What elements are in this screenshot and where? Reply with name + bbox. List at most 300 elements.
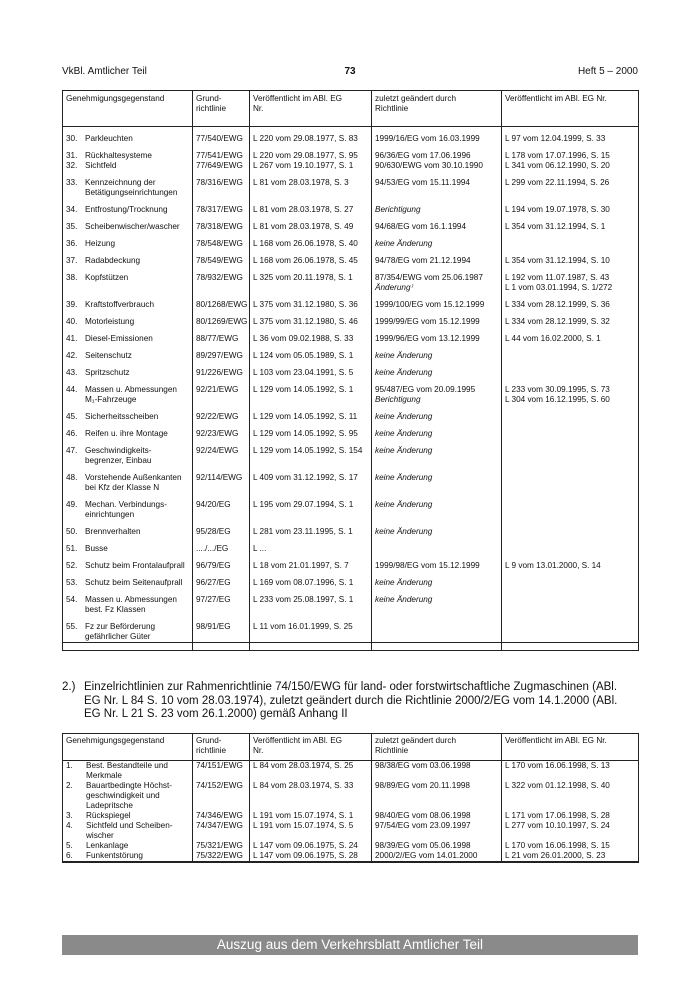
- col-subject-header: Genehmigungsgegenstand: [63, 91, 193, 127]
- table-row: [63, 527, 639, 537]
- spacer-cell: [250, 361, 372, 368]
- amended-cell: [372, 622, 502, 643]
- amended-cell: [372, 134, 502, 144]
- row-spacer: [63, 643, 639, 651]
- subject-cell: [63, 134, 193, 144]
- table-row: [63, 500, 639, 520]
- spacer-cell: [193, 378, 250, 385]
- subject-cell: [63, 239, 193, 249]
- directive-cell: 74/152/EWG: [193, 781, 250, 811]
- spacer-cell: [502, 361, 639, 368]
- spacer-cell: [193, 310, 250, 317]
- item-label: Kennzeichnung der Betätigungseinrichtungen: [85, 178, 178, 197]
- subject-cell: [63, 500, 193, 520]
- amended-text: keine Änderung: [375, 446, 433, 455]
- amended-published-cell: L 277 vom 10.10.1997, S. 24: [502, 821, 639, 841]
- spacer-cell: [250, 439, 372, 446]
- spacer-cell: [372, 554, 502, 561]
- table-row: [63, 256, 639, 266]
- section-2-number: 2.): [62, 681, 76, 693]
- amended-text: keine Änderung: [375, 473, 433, 482]
- directive-cell: 97/27/EG: [193, 595, 250, 615]
- amended-text: 1999/98/EG vom 15.12.1999: [375, 561, 480, 570]
- subject-cell: [63, 561, 193, 571]
- subject-entry: [66, 368, 189, 378]
- row-spacer: [63, 520, 639, 527]
- directive-cell: 98/91/EG: [193, 622, 250, 643]
- subject-entry: [66, 317, 189, 327]
- spacer-cell: [502, 127, 639, 135]
- spacer-cell: [502, 571, 639, 578]
- spacer-cell: [502, 862, 639, 863]
- amended-text: 98/39/EG vom 05.06.1998: [375, 841, 471, 850]
- directive-cell: 78/548/EWG: [193, 239, 250, 249]
- amended-cell: [372, 595, 502, 615]
- spacer-cell: [372, 310, 502, 317]
- item-number: 38.: [66, 273, 78, 282]
- amended-text: keine Änderung: [375, 412, 433, 421]
- table-row: [63, 622, 639, 643]
- item-number: 43.: [66, 368, 78, 377]
- spacer-cell: [250, 571, 372, 578]
- spacer-cell: [63, 249, 193, 256]
- amended-cell: [372, 851, 502, 862]
- item-label: Fz zur Beförderung gefährlicher Güter: [85, 622, 156, 641]
- spacer-cell: [250, 588, 372, 595]
- table-row: [63, 821, 639, 841]
- amended-published-cell: [502, 412, 639, 422]
- col-amended-header: zuletzt geändert durch Richtlinie: [372, 734, 502, 761]
- spacer-cell: [193, 405, 250, 412]
- subject-entry: [66, 500, 189, 520]
- directive-cell: 80/1268/EWG: [193, 300, 250, 310]
- published-cell: L 169 vom 08.07.1996, S. 1: [250, 578, 372, 588]
- section-2-text: Einzelrichtlinien zur Rahmenrichtlinie 74/150/EWG für land- oder forstwirtschaftliche Zugmaschinen (ABl. EG Nr. L 84 S. 10 vom 28.03.1974), zuletzt geändert durch die Richtlinie 2000/2/EG vom 14.1.2000 (ABl. EG Nr. L 21 S. 23 vom 26.1.2000) gemäß Anhang II: [84, 681, 618, 720]
- spacer-cell: [502, 344, 639, 351]
- directive-cell: 78/318/EWG: [193, 222, 250, 232]
- published-cell: L 191 vom 15.07.1974, S. 1: [250, 811, 372, 821]
- amended-cell: [372, 821, 502, 841]
- amended-cell: [372, 446, 502, 466]
- row-spacer: [63, 422, 639, 429]
- spacer-cell: [193, 344, 250, 351]
- spacer-cell: [63, 327, 193, 334]
- subject-cell: [63, 527, 193, 537]
- published-cell: L 233 vom 25.08.1997, S. 1: [250, 595, 372, 615]
- amended-published-cell: [502, 239, 639, 249]
- amended-cell: [372, 561, 502, 571]
- subject-cell: [63, 578, 193, 588]
- published-cell: L 129 vom 14.05.1992, S. 1: [250, 385, 372, 405]
- published-cell: L 409 vom 31.12.1992, S. 17: [250, 473, 372, 493]
- item-number: 41.: [66, 334, 78, 343]
- amended-cell: [372, 256, 502, 266]
- published-cell: L 147 vom 09.06.1975, S. 24: [250, 841, 372, 851]
- row-spacer: [63, 439, 639, 446]
- table-row: [63, 351, 639, 361]
- published-cell: L 220 vom 29.08.1977, S. 83: [250, 134, 372, 144]
- published-cell: L 281 vom 23.11.1995, S. 1: [250, 527, 372, 537]
- table-row: [63, 781, 639, 811]
- amended-note: Berichtigung: [375, 395, 421, 404]
- published-cell: L 168 vom 26.06.1978, S. 40: [250, 239, 372, 249]
- table-row: [63, 841, 639, 851]
- subject-entry: [66, 334, 189, 344]
- col-amended-published-header: Veröffentlicht im ABl. EG Nr.: [502, 734, 639, 761]
- subject-cell: [63, 761, 193, 781]
- spacer-cell: [372, 615, 502, 622]
- amended-cell: [372, 544, 502, 554]
- item-label: Entfrostung/Trocknung: [85, 205, 168, 214]
- spacer-cell: [372, 643, 502, 651]
- spacer-cell: [193, 232, 250, 239]
- table-row: [63, 473, 639, 493]
- amended-cell: [372, 473, 502, 493]
- amended-cell: [372, 178, 502, 198]
- spacer-cell: [250, 615, 372, 622]
- spacer-cell: [63, 439, 193, 446]
- amended-cell: [372, 578, 502, 588]
- table-row: [63, 561, 639, 571]
- subject-entry: [66, 446, 189, 466]
- subject-cell: [63, 446, 193, 466]
- published-cell: L 129 vom 14.05.1992, S. 154: [250, 446, 372, 466]
- published-cell: L 18 vom 21.01.1997, S. 7: [250, 561, 372, 571]
- spacer-cell: [502, 293, 639, 300]
- published-cell: L 147 vom 09.06.1975, S. 28: [250, 851, 372, 862]
- item-label: Massen u. Abmessungen best. Fz Klassen: [85, 595, 177, 614]
- amended-cell: [372, 222, 502, 232]
- amended-cell: [372, 273, 502, 293]
- published-cell: L 11 vom 16.01.1999, S. 25: [250, 622, 372, 643]
- spacer-cell: [372, 198, 502, 205]
- subject-entry: [66, 205, 189, 215]
- subject-entry: [66, 821, 189, 841]
- spacer-cell: [502, 232, 639, 239]
- spacer-cell: [502, 493, 639, 500]
- row-spacer: [63, 266, 639, 273]
- item-label: Massen u. Abmessungen M₁-Fahrzeuge: [85, 385, 177, 404]
- journal-name: VkBl. Amtlicher Teil: [62, 66, 147, 77]
- amended-text: 1999/100/EG vom 15.12.1999: [375, 300, 485, 309]
- directive-cell: 92/114/EWG: [193, 473, 250, 493]
- spacer-cell: [193, 266, 250, 273]
- amended-published-cell: [502, 473, 639, 493]
- spacer-cell: [250, 127, 372, 135]
- spacer-cell: [250, 537, 372, 544]
- spacer-cell: [193, 198, 250, 205]
- spacer-cell: [193, 537, 250, 544]
- amended-text: 94/53/EG vom 15.11.1994: [375, 178, 470, 187]
- table-row: [63, 544, 639, 554]
- row-spacer: [63, 361, 639, 368]
- amended-text: 98/40/EG vom 08.06.1998: [375, 811, 471, 820]
- spacer-cell: [372, 466, 502, 473]
- table-row: [63, 222, 639, 232]
- table-header-row: [63, 734, 639, 761]
- spacer-cell: [372, 571, 502, 578]
- row-spacer: [63, 554, 639, 561]
- spacer-cell: [250, 232, 372, 239]
- row-spacer: [63, 310, 639, 317]
- subject-entry: [66, 256, 189, 266]
- spacer-cell: [193, 554, 250, 561]
- amended-cell: [372, 317, 502, 327]
- directive-cell: 80/1269/EWG: [193, 317, 250, 327]
- spacer-cell: [502, 439, 639, 446]
- published-cell: L 220 vom 29.08.1977, S. 95 L 267 vom 19.10.1977, S. 1: [250, 151, 372, 171]
- spacer-cell: [193, 439, 250, 446]
- spacer-cell: [372, 537, 502, 544]
- row-spacer: [63, 327, 639, 334]
- spacer-cell: [193, 466, 250, 473]
- row-spacer: [63, 493, 639, 500]
- directive-cell: 78/549/EWG: [193, 256, 250, 266]
- directive-cell: 78/317/EWG: [193, 205, 250, 215]
- published-cell: L ...: [250, 544, 372, 554]
- item-number: 39.: [66, 300, 78, 309]
- spacer-cell: [63, 493, 193, 500]
- spacer-cell: [250, 554, 372, 561]
- amended-text: 98/89/EG vom 20.11.1998: [375, 781, 470, 790]
- spacer-cell: [250, 344, 372, 351]
- row-spacer: [63, 571, 639, 578]
- subject-cell: [63, 300, 193, 310]
- directive-cell: 92/22/EWG: [193, 412, 250, 422]
- spacer-cell: [372, 588, 502, 595]
- item-label: Bauartbedingte Höchst- geschwindigkeit und Ladepritsche: [86, 781, 173, 810]
- subject-cell: [63, 781, 193, 811]
- spacer-cell: [502, 405, 639, 412]
- directive-cell: 89/297/EWG: [193, 351, 250, 361]
- table-row: [63, 385, 639, 405]
- amended-text: keine Änderung: [375, 578, 433, 587]
- spacer-cell: [250, 198, 372, 205]
- published-cell: L 195 vom 29.07.1994, S. 1: [250, 500, 372, 520]
- row-spacer: [63, 405, 639, 412]
- spacer-cell: [250, 266, 372, 273]
- table-row: [63, 151, 639, 171]
- amended-cell: [372, 841, 502, 851]
- item-number: 53.: [66, 578, 78, 587]
- item-label: Scheibenwischer/wascher: [85, 222, 180, 231]
- col-published-header: Veröffentlicht im ABl. EG Nr.: [250, 734, 372, 761]
- published-cell: L 103 vom 23.04.1991, S. 5: [250, 368, 372, 378]
- item-number: 33.: [66, 178, 78, 187]
- amended-published-cell: [502, 368, 639, 378]
- spacer-cell: [63, 127, 193, 135]
- row-spacer: [63, 378, 639, 385]
- issue-label: Heft 5 – 2000: [577, 66, 638, 77]
- item-number: 34.: [66, 205, 78, 214]
- subject-entry: [66, 222, 189, 232]
- subject-cell: [63, 368, 193, 378]
- directive-cell: 96/27/EG: [193, 578, 250, 588]
- spacer-cell: [250, 493, 372, 500]
- spacer-cell: [63, 588, 193, 595]
- amended-published-cell: L 322 vom 01.12.1998, S. 40: [502, 781, 639, 811]
- table-row: [63, 239, 639, 249]
- table-row: [63, 300, 639, 310]
- spacer-cell: [372, 215, 502, 222]
- spacer-cell: [372, 344, 502, 351]
- subject-cell: [63, 622, 193, 643]
- amended-published-cell: L 44 vom 16.02.2000, S. 1: [502, 334, 639, 344]
- spacer-cell: [372, 493, 502, 500]
- spacer-cell: [63, 466, 193, 473]
- amended-note: Änderung⁾: [375, 283, 413, 292]
- published-cell: L 129 vom 14.05.1992, S. 11: [250, 412, 372, 422]
- spacer-cell: [63, 615, 193, 622]
- item-label: Funkentstörung: [86, 851, 143, 860]
- spacer-cell: [250, 422, 372, 429]
- directive-cell: 75/322/EWG: [193, 851, 250, 862]
- spacer-cell: [250, 520, 372, 527]
- amended-cell: [372, 239, 502, 249]
- subject-cell: [63, 151, 193, 171]
- directive-cell: ..../.../EG: [193, 544, 250, 554]
- published-cell: L 84 vom 28.03.1974, S. 25: [250, 761, 372, 781]
- amended-cell: [372, 334, 502, 344]
- spacer-cell: [502, 144, 639, 151]
- item-number: 45.: [66, 412, 78, 421]
- col-directive-header: Grund- richtlinie: [193, 734, 250, 761]
- subject-entry: [66, 811, 189, 821]
- directive-cell: 91/226/EWG: [193, 368, 250, 378]
- subject-cell: [63, 222, 193, 232]
- item-number: 1.: [66, 761, 73, 770]
- amended-published-cell: [502, 446, 639, 466]
- amended-cell: [372, 205, 502, 215]
- amended-cell: [372, 811, 502, 821]
- table-row: [63, 412, 639, 422]
- spacer-cell: [502, 554, 639, 561]
- item-number: 36.: [66, 239, 78, 248]
- item-label: Sicherheitsscheiben: [85, 412, 159, 421]
- subject-entry: [66, 761, 189, 781]
- amended-published-cell: [502, 429, 639, 439]
- approval-table-2: [62, 733, 639, 863]
- subject-entry: [66, 527, 189, 537]
- item-label: Brennverhalten: [85, 527, 141, 536]
- spacer-cell: [193, 422, 250, 429]
- row-spacer: [63, 615, 639, 622]
- subject-cell: [63, 334, 193, 344]
- published-cell: L 375 vom 31.12.1980, S. 46: [250, 317, 372, 327]
- published-cell: L 129 vom 14.05.1992, S. 95: [250, 429, 372, 439]
- amended-published-cell: [502, 595, 639, 615]
- amended-published-cell: [502, 622, 639, 643]
- subject-entry: [66, 622, 189, 642]
- item-number: 50.: [66, 527, 78, 536]
- amended-published-cell: [502, 351, 639, 361]
- item-number: 42.: [66, 351, 78, 360]
- row-spacer: [63, 862, 639, 863]
- amended-cell: [372, 385, 502, 405]
- spacer-cell: [372, 127, 502, 135]
- item-number: 55.: [66, 622, 78, 631]
- subject-entry: [66, 561, 189, 571]
- amended-published-cell: [502, 527, 639, 537]
- spacer-cell: [250, 293, 372, 300]
- amended-cell: [372, 300, 502, 310]
- row-spacer: [63, 171, 639, 178]
- spacer-cell: [250, 249, 372, 256]
- amended-cell: [372, 429, 502, 439]
- row-spacer: [63, 537, 639, 544]
- row-spacer: [63, 293, 639, 300]
- spacer-cell: [250, 643, 372, 651]
- item-label: Schutz beim Frontalaufprall: [85, 561, 185, 570]
- item-label: Rückspiegel: [86, 811, 131, 820]
- spacer-cell: [502, 215, 639, 222]
- subject-entry: [66, 578, 189, 588]
- spacer-cell: [63, 862, 193, 863]
- item-label: Diesel-Emissionen: [85, 334, 153, 343]
- amended-text: 94/78/EG vom 21.12.1994: [375, 256, 471, 265]
- spacer-cell: [250, 405, 372, 412]
- directive-cell: 75/321/EWG: [193, 841, 250, 851]
- item-number: 52.: [66, 561, 78, 570]
- spacer-cell: [502, 327, 639, 334]
- amended-cell: [372, 368, 502, 378]
- amended-text: keine Änderung: [375, 595, 433, 604]
- subject-cell: [63, 821, 193, 841]
- spacer-cell: [193, 571, 250, 578]
- item-label: Reifen u. ihre Montage: [85, 429, 168, 438]
- table-row: [63, 578, 639, 588]
- amended-published-cell: L 170 vom 16.06.1998, S. 13: [502, 761, 639, 781]
- subject-cell: [63, 351, 193, 361]
- published-cell: L 81 vom 28.03.1978, S. 49: [250, 222, 372, 232]
- spacer-cell: [502, 615, 639, 622]
- subject-entry: [66, 161, 189, 171]
- subject-cell: [63, 473, 193, 493]
- spacer-cell: [63, 144, 193, 151]
- spacer-cell: [63, 232, 193, 239]
- spacer-cell: [193, 215, 250, 222]
- subject-entry: [66, 300, 189, 310]
- spacer-cell: [193, 588, 250, 595]
- amended-published-cell: L 178 vom 17.07.1996, S. 15 L 341 vom 06.12.1990, S. 20: [502, 151, 639, 171]
- col-directive-header: Grund- richtlinie: [193, 91, 250, 127]
- amended-cell: [372, 412, 502, 422]
- subject-cell: [63, 841, 193, 851]
- spacer-cell: [502, 520, 639, 527]
- subject-cell: [63, 273, 193, 293]
- amended-text: 95/487/EG vom 20.09.1995: [375, 385, 476, 394]
- amended-cell: [372, 527, 502, 537]
- spacer-cell: [193, 293, 250, 300]
- amended-published-cell: L 192 vom 11.07.1987, S. 43 L 1 vom 03.01.1994, S. 1/272: [502, 273, 639, 293]
- item-label: Heizung: [85, 239, 116, 248]
- spacer-cell: [63, 198, 193, 205]
- subject-entry: [66, 178, 189, 198]
- spacer-cell: [250, 215, 372, 222]
- table-row: [63, 446, 639, 466]
- spacer-cell: [502, 378, 639, 385]
- item-label: Kopfstützen: [85, 273, 129, 282]
- spacer-cell: [250, 310, 372, 317]
- amended-text: 98/38/EG vom 03.06.1998: [375, 761, 471, 770]
- spacer-cell: [372, 439, 502, 446]
- row-spacer: [63, 249, 639, 256]
- item-number: 48.: [66, 473, 78, 482]
- row-spacer: [63, 144, 639, 151]
- amended-published-cell: L 233 vom 30.09.1995, S. 73 L 304 vom 16.12.1995, S. 60: [502, 385, 639, 405]
- directive-cell: 77/540/EWG: [193, 134, 250, 144]
- spacer-cell: [372, 293, 502, 300]
